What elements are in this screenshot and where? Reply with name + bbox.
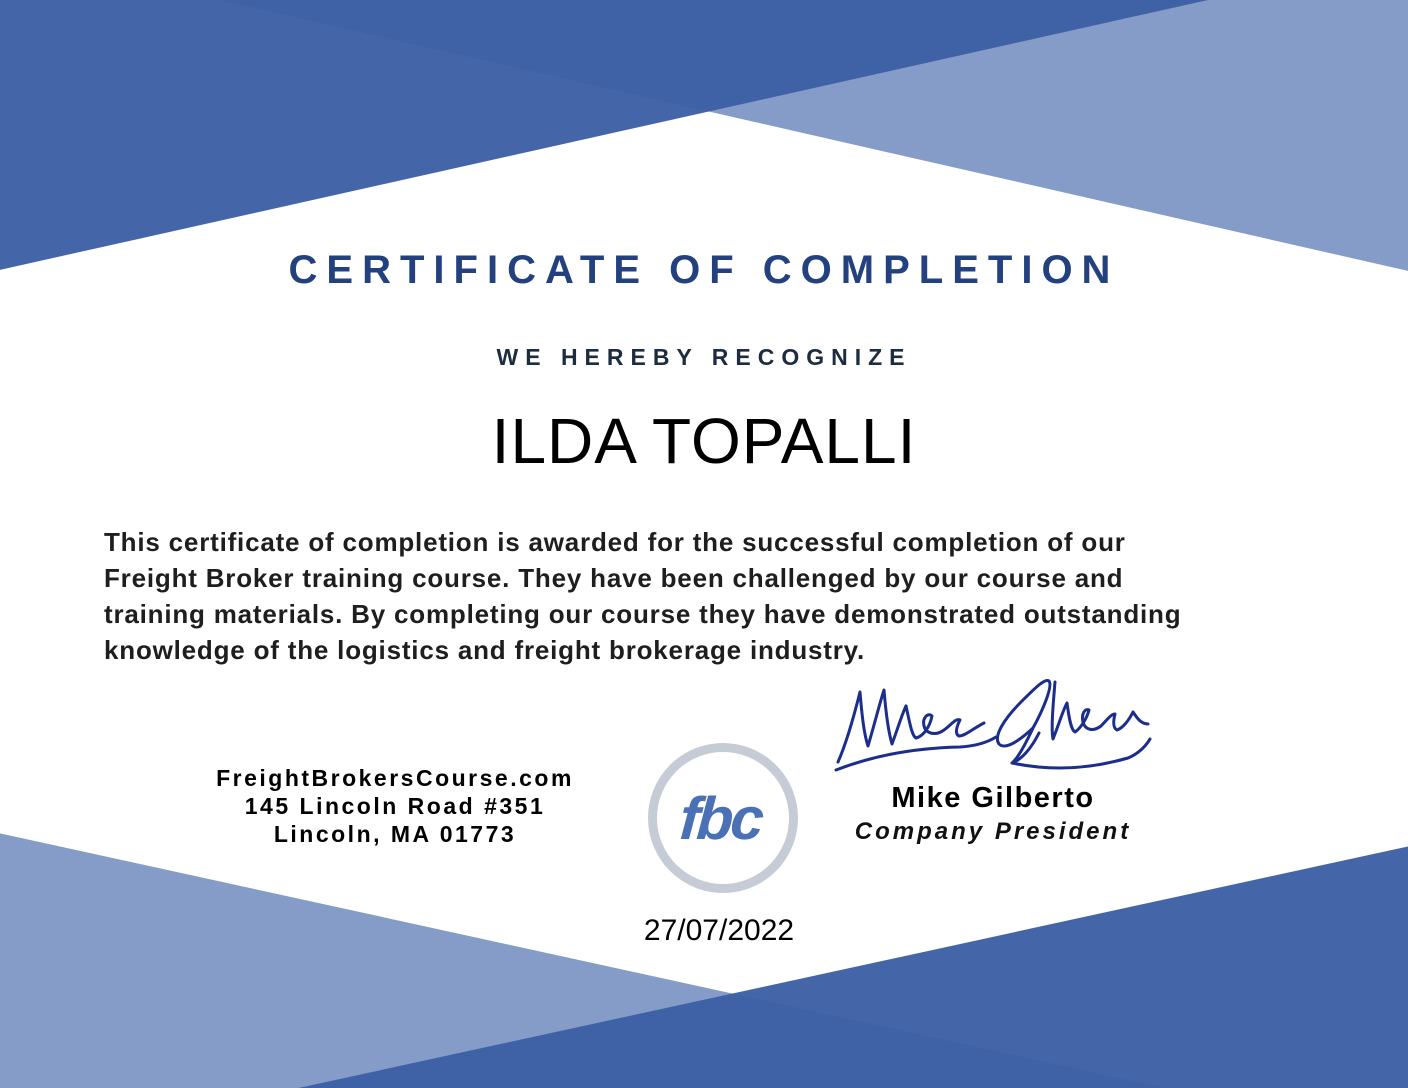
signer-name: Mike Gilberto: [891, 782, 1095, 814]
signature-icon: [828, 664, 1153, 780]
issuer-address-block: [200, 764, 590, 848]
certificate-body: [104, 524, 1324, 668]
certificate-subtitle: WE HEREBY RECOGNIZE: [496, 344, 912, 370]
fbc-logo: [648, 743, 798, 893]
body-line: This certificate of completion is awarded for the successful completion of our: [104, 527, 1126, 557]
fbc-logo-text: fbc: [677, 784, 763, 852]
certificate-title: CERTIFICATE OF COMPLETION: [288, 248, 1120, 292]
issuer-website: FreightBrokersCourse.com: [216, 765, 574, 791]
issuer-street: 145 Lincoln Road #351: [244, 793, 546, 819]
signature-block: [828, 664, 1158, 846]
signer-title: Company President: [854, 818, 1132, 845]
recipient-name: ILDA TOPALLI: [491, 405, 917, 477]
completion-date: 27/07/2022: [643, 914, 795, 947]
body-line: knowledge of the logistics and freight brokerage industry.: [104, 635, 866, 665]
issuer-city: Lincoln, MA 01773: [273, 821, 517, 847]
body-line: training materials. By completing our course they have demonstrated outstanding: [104, 599, 1182, 629]
body-line: Freight Broker training course. They have been challenged by our course and: [104, 563, 1124, 593]
